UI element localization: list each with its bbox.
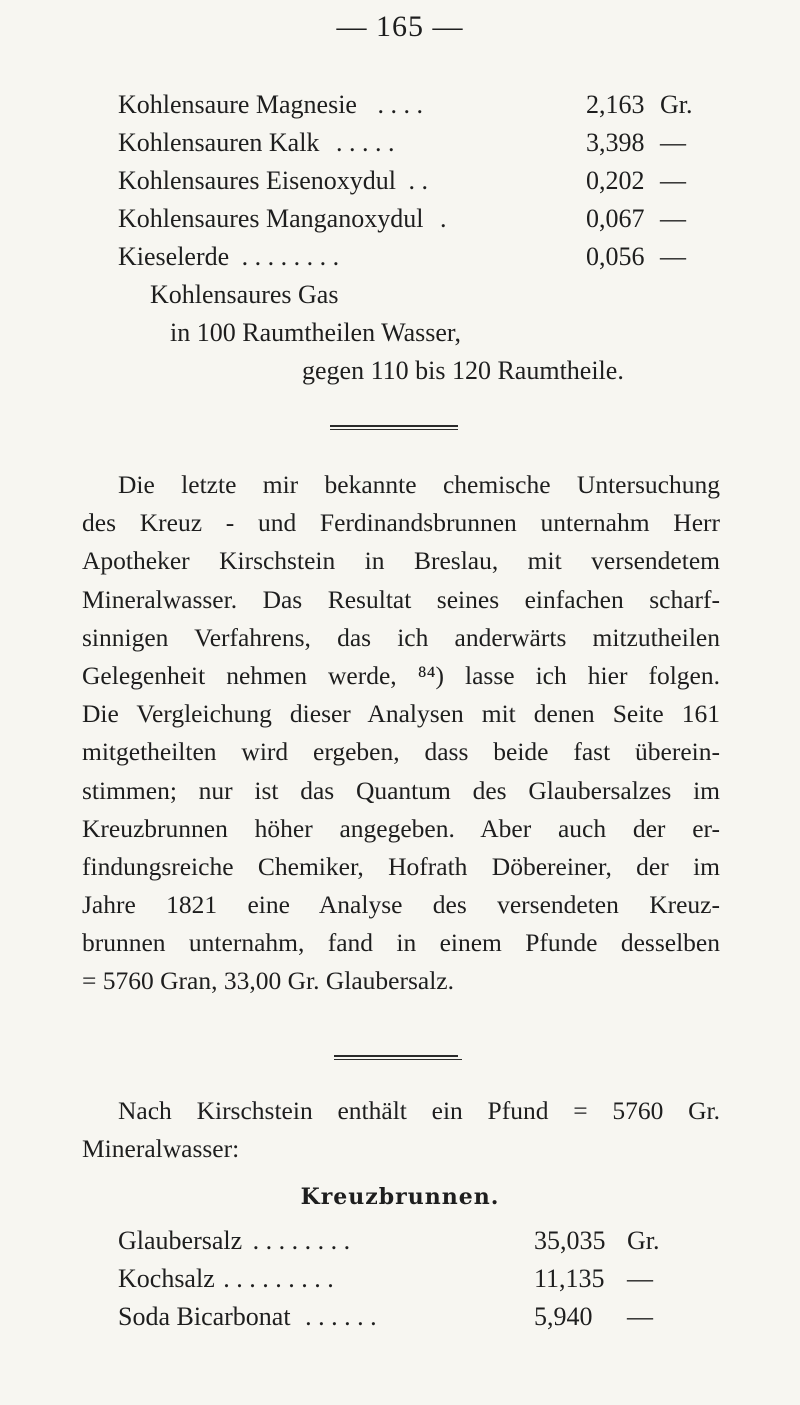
row-label: Kohlensaures Eisenoxydul — [118, 166, 397, 195]
row-value: 5,940 — [534, 1302, 593, 1331]
row-value: 0,067 — [586, 204, 645, 233]
row-unit: — — [660, 128, 686, 157]
row-label: Soda Bicarbonat — [118, 1302, 291, 1331]
gas-line: in 100 Raumtheilen Wasser, — [170, 318, 462, 347]
row-value: 11,135 — [534, 1264, 605, 1293]
row-unit: — — [627, 1264, 653, 1293]
text-line: stimmen; nur ist das Quantum des Glaubersalzes im — [82, 775, 720, 805]
divider — [334, 1055, 458, 1057]
gas-line: gegen 110 bis 120 Raumtheile. — [302, 356, 624, 385]
row-value: 2,163 — [586, 90, 645, 119]
row-unit: Gr. — [627, 1226, 660, 1255]
body-paragraph — [82, 1092, 720, 1168]
text-line: Die letzte mir bekannte chemische Untersuchung — [118, 470, 720, 499]
table-row — [118, 88, 693, 122]
divider — [330, 425, 458, 427]
row-unit: Gr. — [660, 90, 693, 119]
gas-line: Kohlensaures Gas — [150, 280, 339, 309]
text-line: Mineralwasser: — [82, 1134, 240, 1164]
row-label: Kohlensauren Kalk — [118, 128, 320, 157]
leader-dots: . . . . . . — [305, 1302, 377, 1331]
row-label: Kochsalz — [118, 1264, 215, 1293]
text-line: Nach Kirschstein enthält ein Pfund = 5760 Gr. — [118, 1096, 720, 1125]
body-paragraph — [82, 466, 720, 1001]
text-line: sinnigen Verfahrens, das ich anderwärts mitzutheilen — [82, 622, 720, 652]
text-line: Kreuzbrunnen höher angegeben. Aber auch der er- — [82, 813, 720, 843]
leader-dots: . — [439, 204, 447, 233]
row-value: 0,056 — [586, 242, 645, 271]
table-row — [118, 164, 686, 198]
leader-dots: . . . . . . . . — [252, 1226, 351, 1255]
leader-dots: . . — [408, 166, 429, 195]
text-line: Die Vergleichung dieser Analysen mit denen Seite 161 — [82, 699, 720, 729]
page-number: — 165 — — [336, 10, 464, 43]
table-row — [118, 1224, 678, 1258]
row-value: 0,202 — [586, 166, 645, 195]
table-row — [118, 1262, 678, 1296]
text-line: = 5760 Gran, 33,00 Gr. Glaubersalz. — [82, 966, 455, 996]
row-label: Glaubersalz — [118, 1226, 243, 1255]
table-row — [118, 202, 686, 236]
text-line: Mineralwasser. Das Resultat seines einfachen scharf- — [82, 584, 720, 614]
row-unit: — — [660, 204, 686, 233]
row-label: Kieselerde — [118, 242, 230, 271]
row-unit: — — [627, 1302, 653, 1331]
leader-dots: . . . . . . . . . — [223, 1264, 334, 1293]
table-row — [118, 240, 686, 274]
text-line: Jahre 1821 eine Analyse des versendeten Kreuz- — [82, 890, 720, 920]
text-line: Apotheker Kirschstein in Breslau, mit versendetem — [82, 546, 720, 576]
leader-dots: . . . . . . . . — [241, 242, 340, 271]
leader-dots: . . . . — [377, 90, 423, 119]
text-line: findungsreiche Chemiker, Hofrath Döbereiner, der im — [82, 851, 720, 881]
row-label: Kohlensaures Manganoxydul — [118, 204, 424, 233]
row-unit: — — [660, 242, 686, 271]
row-value: 35,035 — [534, 1226, 606, 1255]
table-row — [118, 1300, 678, 1334]
row-label: Kohlensaure Magnesie — [118, 90, 357, 119]
text-line: Gelegenheit nehmen werde, ⁸⁴) lasse ich hier folgen. — [82, 660, 720, 690]
text-line: brunnen unternahm, fand in einem Pfunde desselben — [82, 928, 720, 958]
row-unit: — — [660, 166, 686, 195]
leader-dots: . . . . . — [335, 128, 395, 157]
text-line: des Kreuz - und Ferdinandsbrunnen unternahm Herr — [82, 508, 720, 538]
table-row — [118, 126, 686, 160]
text-line: mitgetheilten wird ergeben, dass beide fast überein- — [82, 737, 720, 767]
section-heading: Kreuzbrunnen. — [300, 1184, 500, 1210]
row-value: 3,398 — [586, 128, 645, 157]
